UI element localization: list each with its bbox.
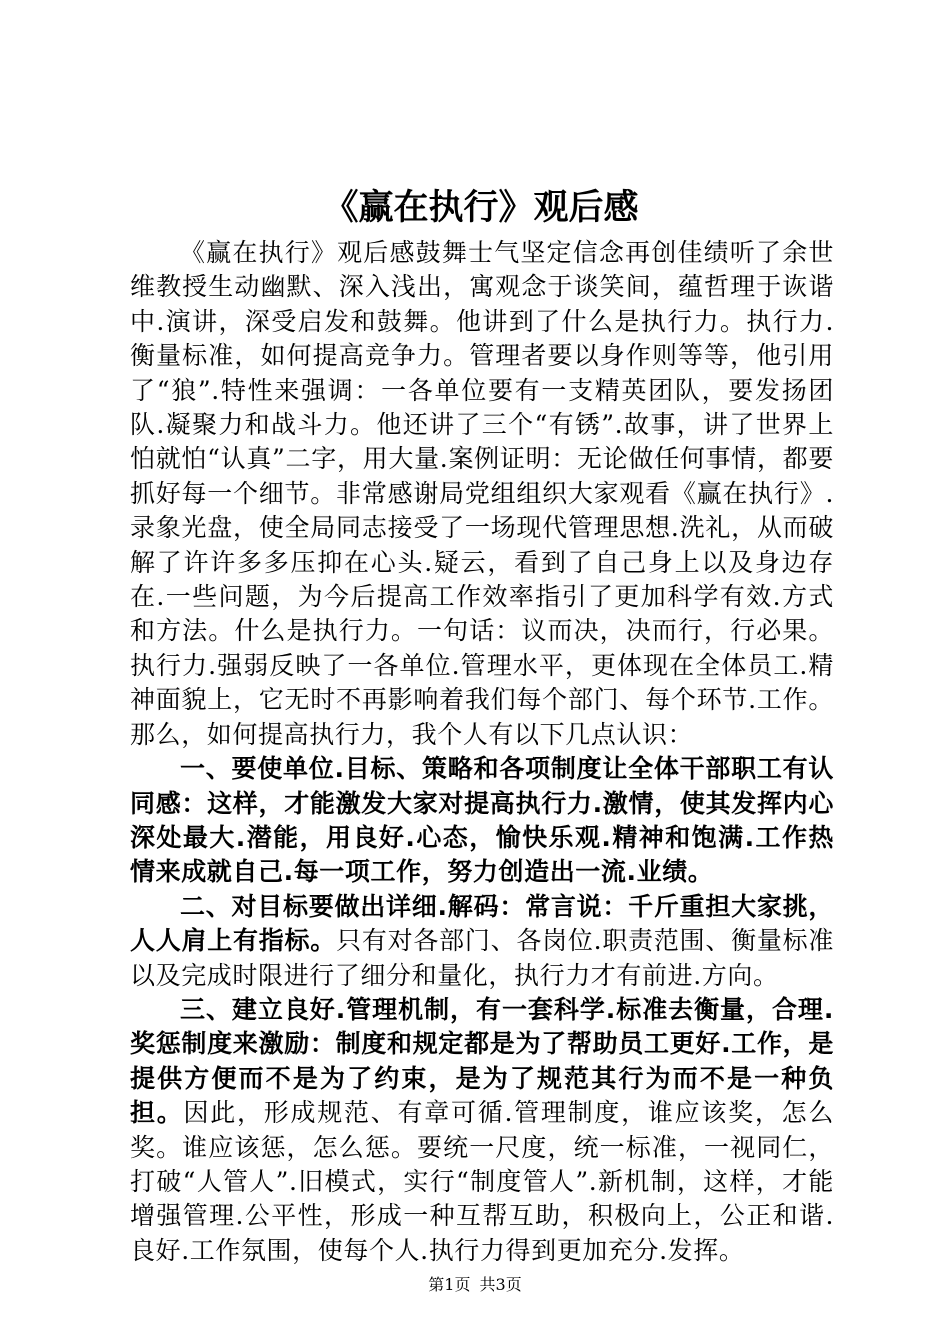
- paragraph-point-one: [130, 752, 834, 890]
- page-number: 第1页: [428, 1275, 471, 1294]
- document-body: [130, 236, 834, 1268]
- paragraph-point-two: [130, 890, 834, 993]
- paragraph-text-bold: 三、建立良好.管理机制，有一套科学.标准去衡量，合理.奖惩制度来激励：制度和规定都是为了帮助员工更好.工作，是提供方便而不是为了约束，是为了规范其行为而不是一种负担。: [130, 994, 834, 1128]
- page-footer: [0, 1275, 950, 1295]
- paragraph-point-three: [130, 993, 834, 1268]
- document-title: 《赢在执行》观后感: [323, 187, 639, 228]
- paragraph-intro: [130, 236, 834, 752]
- paragraph-text: 《赢在执行》观后感鼓舞士气坚定信念再创佳绩听了余世维教授生动幽默、深入浅出，寓观念于谈笑间，蕴哲理于诙谐中.演讲，深受启发和鼓舞。他讲到了什么是执行力。执行力.衡量标准，如何提高竞争力。管理者要以身作则等等，他引用了“狼”.特性来强调：一各单位要有一支精英团队，要发扬团队.凝聚力和战斗力。他还讲了三个“有锈”.故事，讲了世界上怕就怕“认真”二字，用大量.案例证明：无论做任何事情，都要抓好每一个细节。非常感谢局党组组织大家观看《赢在执行》.录象光盘，使全局同志接受了一场现代管理思想.洗礼，从而破解了许许多多压抑在心头.疑云，看到了自己身上以及身边存在.一些问题，为今后提高工作效率指引了更加科学有效.方式和方法。什么是执行力。一句话：议而决，决而行，行必果。执行力.强弱反映了一各单位.管理水平，更体现在全体员工.精神面貌上，它无时不再影响着我们每个部门、每个环节.工作。那么，如何提高执行力，我个人有以下几点认识：: [130, 238, 834, 749]
- paragraph-text-bold: 二、对目标要做出详细.解码：常言说：千斤重担大家挑，人人肩上有指标。: [130, 891, 834, 956]
- paragraph-text: 一、要使单位.目标、策略和各项制度让全体干部职工有认同感：这样，才能激发大家对提高执行力.激情，使其发挥内心深处最大.潜能，用良好.心态，愉快乐观.精神和饱满.工作热情来成就自己.每一项工作，努力创造出一流.业绩。: [130, 754, 834, 887]
- paragraph-text: 只有对各部门、各岗位.职责范围、衡量标准以及完成时限进行了细分和量化，执行力才有前进.方向。: [130, 926, 834, 990]
- paragraph-text: 因此，形成规范、有章可循.管理制度，谁应该奖，怎么奖。谁应该惩，怎么惩。要统一尺度，统一标准，一视同仁，打破“人管人”.旧模式，实行“制度管人”.新机制，这样，才能增强管理.公平性，形成一种互帮互助，积极向上，公正和谐.良好.工作氛围，使每个人.执行力得到更加充分.发挥。: [130, 1098, 834, 1265]
- page-total: 共3页: [479, 1275, 522, 1294]
